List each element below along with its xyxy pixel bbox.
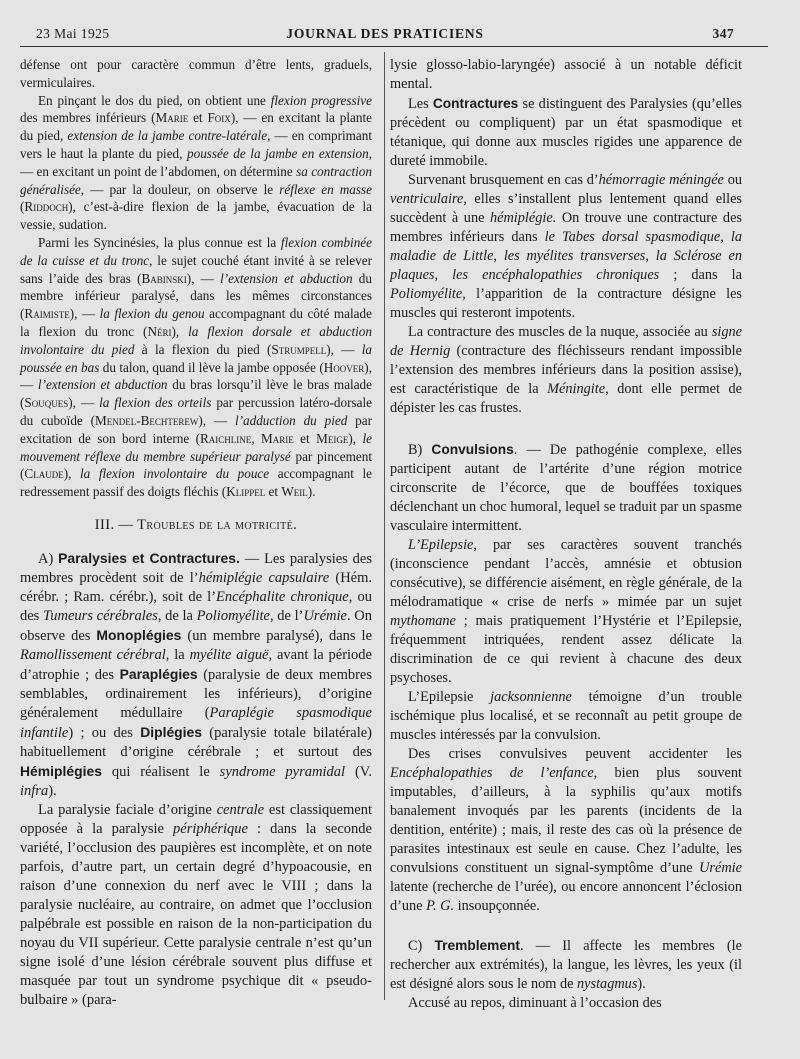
paragraph: B) Convulsions. — De pathogénie complexe, elles participent autant de l’artérite d’une région motrice circonscrite de l’écorce, que de bouffées toxiques déclenchant un choc humoral, lequel se traduit par un spasme vasculaire intermittent.: [390, 442, 742, 534]
paragraph: L’Epilepsie jacksonnienne témoigne d’un trouble ischémique plus localisé, et se reconnaît au petit groupe de muscles intéressés par la convulsion.: [390, 689, 742, 743]
header-rule: [20, 46, 768, 47]
paragraph: La paralysie faciale d’origine centrale est classiquement opposée à la paralysie périphérique : dans la seconde variété, l’occlusion des paupières est incomplète, et on note parfois, d’autre part, un certain degré d’hypoacousie, en raison d’une connexion du nerf avec le VIII ; dans la paralysie nucléaire, au contraire, on admet que l’occlusion palpébrale est possible en raison de la non-participation du noyau du VII supérieur. Cette paralysie centrale n’est qu’un signe isolé d’une lésion cérébrale souvent plus diffuse et masquée par tout un syndrome psychique dit « pseudo-bulbaire » (para-: [20, 801, 372, 1008]
issue-date: 23 Mai 1925: [36, 26, 110, 41]
section-heading: III. — Troubles de la motricité.: [94, 516, 298, 533]
paragraph: Parmi les Syncinésies, la plus connue est la flexion combinée de la cuisse et du tronc, le sujet couché étant invité à se relever sans l’aide des bras (Babinski), — l’extension et abduction du membre inférieur paralysé, dans les mêmes circonstances (Raimiste), — la flexion du genou accompagnant du côté malade la flexion du tronc (Néri), la flexion dorsale et abduction involontaire du pied à la flexion du pied (Strumpell), — la poussée en bas du talon, quand il lève la jambe opposée (Hoover), — l’extension et abduction du bras lorsqu’il lève le bras malade (Souques), — la flexion des orteils par percussion latéro-dorsale du cuboïde (Mendel-Bechterew), — l’adduction du pied par excitation de son bord interne (Raichline, Marie et Meige), le mouvement réflexe du membre supérieur paralysé par pincement (Claude), la flexion involontaire du pouce accompagnant le redressement passif des doigts fléchis (Klippel et Weil).: [20, 234, 373, 500]
paragraph: C) Tremblement. — Il affecte les membres (le rechercher aux extrémités), la langue, les lèvres, les yeux (il est désigné alors sous le nom de nystagmus).: [390, 938, 742, 992]
paragraph: Les Contractures se distinguent des Paralysies (qu’elles précèdent ou compliquent) par un état spasmodique et tétanique, qui donne aux muscles rigides une apparence de dureté immobile.: [390, 96, 742, 169]
column-divider: [384, 52, 385, 1000]
paragraph: En pinçant le dos du pied, on obtient une flexion progressive des membres inférieurs (Marie et Foix), — en excitant la plante du pied, extension de la jambe contre-latérale, — en comprimant vers le haut la plante du pied, poussée de la jambe en extension, — en excitant un point de l’abdomen, on détermine sa contraction généralisée, — par la douleur, on observe le réflexe en masse (Riddoch), c’est-à-dire flexion de la jambe, évacuation de la vessie, sudation.: [20, 92, 372, 233]
paragraph: défense ont pour caractère commun d’être lents, graduels, vermiculaires.: [20, 57, 372, 90]
left-column: [20, 56, 373, 1008]
paragraph: Survenant brusquement en cas d’hémorragie méningée ou ventriculaire, elles s’installent plus lentement quand elles succèdent à une hémiplégie. On trouve une contracture des membres inférieurs dans le Tabes dorsal spasmodique, la maladie de Little, les myélites transverses, la Sclérose en plaques, les encéphalopathies chroniques ; dans la Poliomyélite, l’apparition de la contracture désigne les muscles qui resteront impotents.: [390, 172, 742, 321]
paragraph: A) Paralysies et Contractures. — Les paralysies des membres procèdent soit de l’hémiplégie capsulaire (Hém. cérébr. ; Ram. cérébr.), soit de l’Encéphalite chronique, ou des Tumeurs cérébrales, de la Poliomyélite, de l’Urémie. On observe des Monoplégies (un membre paralysé), dans le Ramollissement cérébral, la myélite aiguë, avant la période d’atrophie ; des Paraplégies (paralysie de deux membres semblables, ordinairement les inférieurs), d’origine généralement médullaire (Paraplégie spasmodique infantile) ; ou des Diplégies (paralysie totale bilatérale) habituellement d’origine cérébrale ; et surtout des Hémiplégies qui réalisent le syndrome pyramidal (V. infra).: [20, 549, 373, 799]
large-text-block: [20, 549, 372, 1010]
paragraph: lysie glosso-labio-laryngée) associé à un notable déficit mental.: [390, 57, 742, 92]
paragraph: Des crises convulsives peuvent accidenter les Encéphalopathies de l’enfance, bien plus souvent imputables, d’ailleurs, à la syphilis qu’aux motifs banalement invoqués par les parents (incidents de la dentition, entérite) ; mais, il reste des cas où la présence de parasites intestinaux est seule en cause. Chez l’adulte, les convulsions constituent un signal-symptôme d’une Urémie latente (recherche de l’urée), ou encore annoncent l’éclosion d’une P. G. insoupçonnée.: [390, 746, 742, 914]
journal-title: JOURNAL DES PRATICIENS: [286, 26, 484, 41]
paragraph: L’Epilepsie, par ses caractères souvent tranchés (inconscience pendant l’accès, amnésie et obtusion consécutive), se différencie aisément, en règle générale, de la mélodramatique « crise de nerfs » mimée par un sujet mythomane ; mais pratiquement l’Hystérie et l’Epilepsie, fréquemment intriquées, rendent assez délicate la discrimination de ce qui revient à chacune des deux psychoses.: [390, 537, 742, 686]
page-number: 347: [712, 26, 734, 41]
paragraph: La contracture des muscles de la nuque, associée au signe de Hernig (contracture des fléchisseurs rendant impossible l’extension des membres inférieurs dans la position assise), est caractéristique de la Méningite, dont elle permet de dépister les cas frustes.: [390, 324, 742, 416]
page-header: [36, 26, 734, 46]
right-column: [390, 56, 742, 1011]
paragraph: Accusé au repos, diminuant à l’occasion des: [408, 995, 662, 1011]
